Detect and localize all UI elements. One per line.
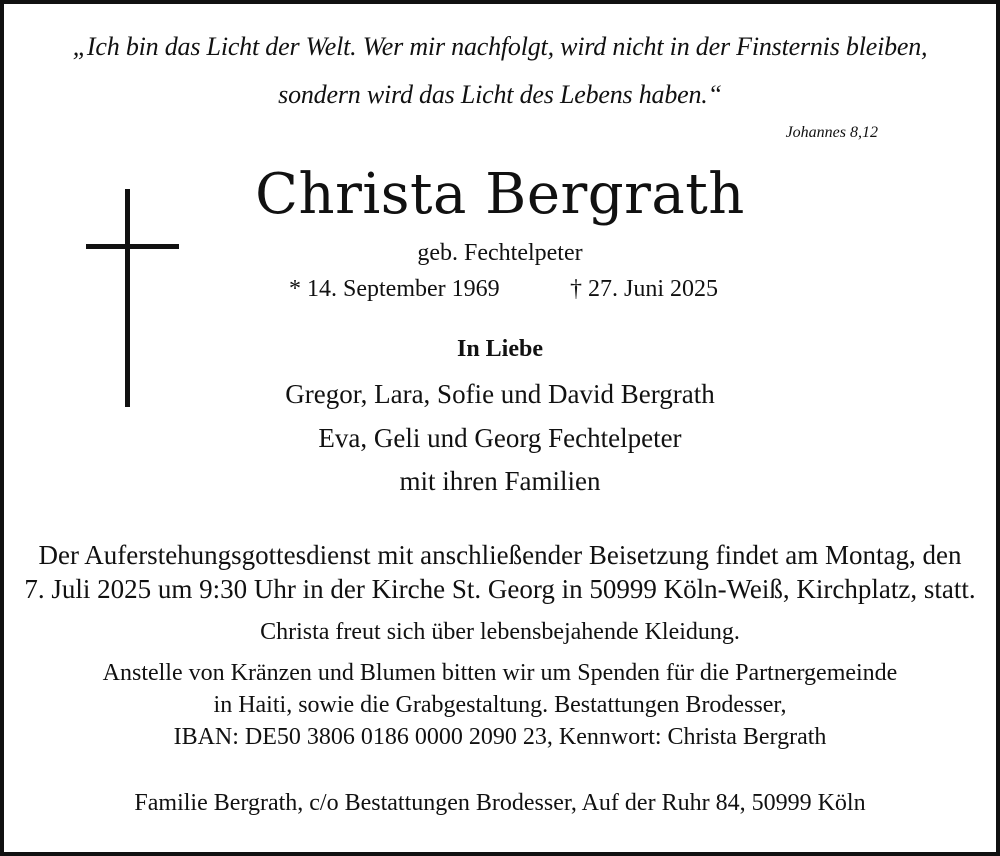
bible-quote-line-2: sondern wird das Licht des Lebens haben.“ — [278, 80, 722, 109]
mourners-line-2: Eva, Geli und Georg Fechtelpeter — [318, 423, 682, 453]
donation-line-2: in Haiti, sowie die Grabgestaltung. Bestattungen Brodesser, — [213, 692, 787, 718]
family-address: Familie Bergrath, c/o Bestattungen Brodesser, Auf der Ruhr 84, 50999 Köln — [134, 790, 866, 816]
mourners-line-3: mit ihren Familien — [399, 466, 601, 496]
clothing-note: Christa freut sich über lebensbejahende Kleidung. — [260, 619, 740, 645]
mourners-heading: In Liebe — [456, 336, 543, 362]
bible-reference: Johannes 8,12 — [785, 124, 878, 141]
bible-quote-line-1: „Ich bin das Licht der Welt. Wer mir nachfolgt, wird nicht in der Finsternis bleiben, — [72, 32, 928, 61]
donation-line-3: IBAN: DE50 3806 0186 0000 2090 23, Kennwort: Christa Bergrath — [173, 724, 827, 750]
service-line-1: Der Auferstehungsgottesdienst mit anschließender Beisetzung findet am Montag, den — [38, 540, 962, 570]
deceased-name: Christa Bergrath — [255, 162, 745, 227]
birth-date: * 14. September 1969 — [289, 276, 500, 302]
mourners-line-1: Gregor, Lara, Sofie und David Bergrath — [285, 379, 715, 409]
service-line-2: 7. Juli 2025 um 9:30 Uhr in der Kirche St. Georg in 50999 Köln-Weiß, Kirchplatz, statt. — [24, 574, 976, 604]
birth-name: geb. Fechtelpeter — [417, 240, 583, 266]
death-date: † 27. Juni 2025 — [570, 276, 719, 302]
donation-line-1: Anstelle von Kränzen und Blumen bitten wir um Spenden für die Partnergemeinde — [102, 660, 898, 686]
